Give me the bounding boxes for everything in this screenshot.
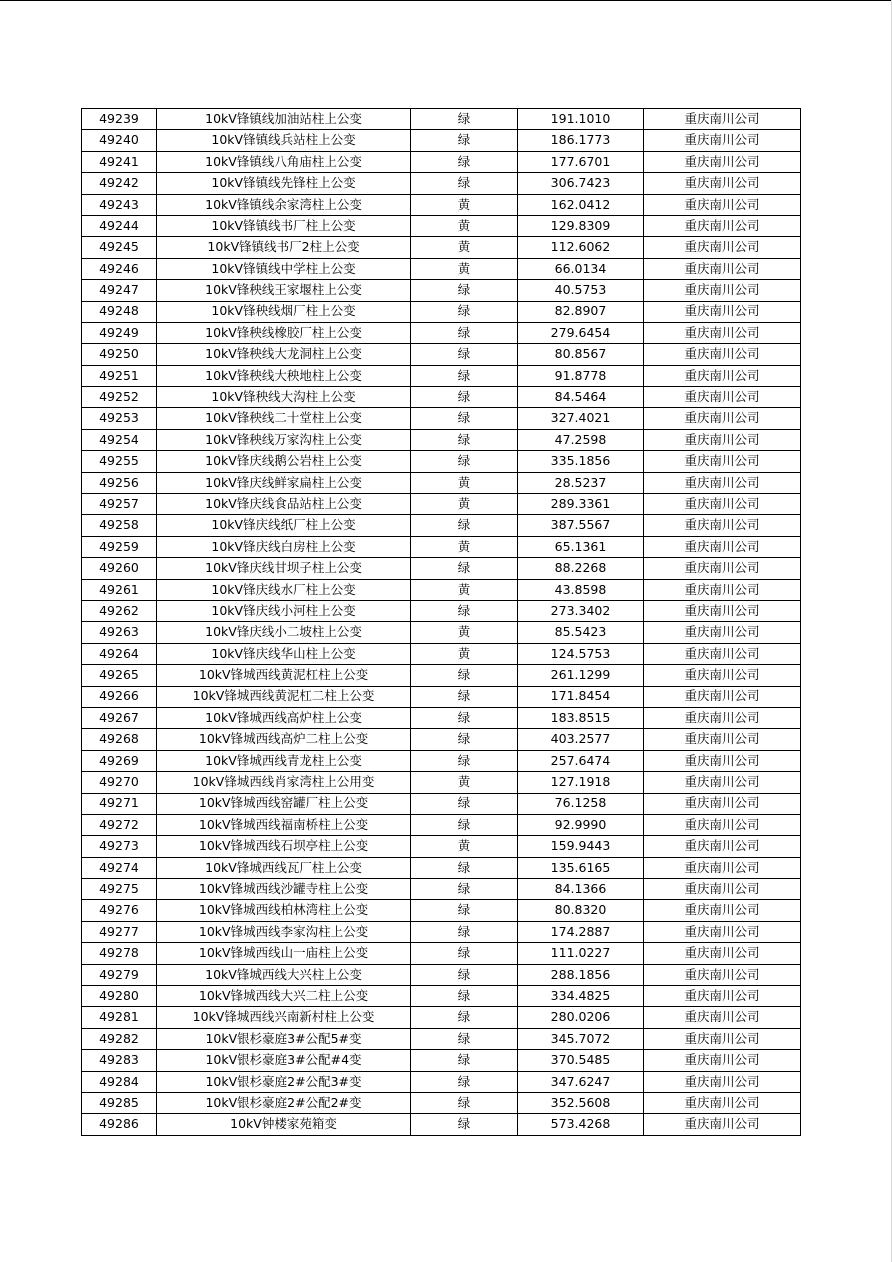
status-color-cell: 绿 xyxy=(411,707,518,728)
company-cell: 重庆南川公司 xyxy=(644,258,801,279)
status-color-cell: 绿 xyxy=(411,1114,518,1135)
company-cell: 重庆南川公司 xyxy=(644,472,801,493)
status-color-cell: 绿 xyxy=(411,793,518,814)
transformer-name-cell: 10kV钟楼家苑箱变 xyxy=(157,1114,411,1135)
value-cell: 174.2887 xyxy=(518,921,644,942)
value-cell: 66.0134 xyxy=(518,258,644,279)
company-cell: 重庆南川公司 xyxy=(644,109,801,130)
row-id-cell: 49283 xyxy=(82,1050,157,1071)
table-row xyxy=(82,879,801,900)
value-cell: 85.5423 xyxy=(518,622,644,643)
transformer-name-cell: 10kV锋秧线万家沟柱上公变 xyxy=(157,429,411,450)
row-id-cell: 49240 xyxy=(82,130,157,151)
value-cell: 345.7072 xyxy=(518,1028,644,1049)
value-cell: 88.2268 xyxy=(518,558,644,579)
transformer-name-cell: 10kV锋秧线大秧地柱上公变 xyxy=(157,365,411,386)
row-id-cell: 49284 xyxy=(82,1071,157,1092)
table-row xyxy=(82,301,801,322)
company-cell: 重庆南川公司 xyxy=(644,900,801,921)
status-color-cell: 绿 xyxy=(411,322,518,343)
status-color-cell: 黄 xyxy=(411,579,518,600)
company-cell: 重庆南川公司 xyxy=(644,857,801,878)
value-cell: 347.6247 xyxy=(518,1071,644,1092)
company-cell: 重庆南川公司 xyxy=(644,1007,801,1028)
table-row xyxy=(82,986,801,1007)
company-cell: 重庆南川公司 xyxy=(644,643,801,664)
company-cell: 重庆南川公司 xyxy=(644,429,801,450)
company-cell: 重庆南川公司 xyxy=(644,579,801,600)
value-cell: 257.6474 xyxy=(518,750,644,771)
table-row xyxy=(82,665,801,686)
transformer-name-cell: 10kV锋城西线黄泥杠柱上公变 xyxy=(157,665,411,686)
status-color-cell: 绿 xyxy=(411,280,518,301)
table-row xyxy=(82,921,801,942)
status-color-cell: 黄 xyxy=(411,772,518,793)
company-cell: 重庆南川公司 xyxy=(644,515,801,536)
table-row xyxy=(82,943,801,964)
transformer-table xyxy=(81,108,801,1136)
company-cell: 重庆南川公司 xyxy=(644,836,801,857)
status-color-cell: 绿 xyxy=(411,173,518,194)
transformer-name-cell: 10kV锋庆线鹅公岩柱上公变 xyxy=(157,451,411,472)
table-row xyxy=(82,494,801,515)
value-cell: 335.1856 xyxy=(518,451,644,472)
transformer-name-cell: 10kV锋城西线黄泥杠二柱上公变 xyxy=(157,686,411,707)
row-id-cell: 49267 xyxy=(82,707,157,728)
company-cell: 重庆南川公司 xyxy=(644,1114,801,1135)
value-cell: 28.5237 xyxy=(518,472,644,493)
company-cell: 重庆南川公司 xyxy=(644,130,801,151)
status-color-cell: 黄 xyxy=(411,258,518,279)
transformer-name-cell: 10kV锋城西线大兴柱上公变 xyxy=(157,964,411,985)
transformer-name-cell: 10kV锋庆线小二坡柱上公变 xyxy=(157,622,411,643)
table-row xyxy=(82,173,801,194)
company-cell: 重庆南川公司 xyxy=(644,536,801,557)
transformer-name-cell: 10kV锋庆线食品站柱上公变 xyxy=(157,494,411,515)
company-cell: 重庆南川公司 xyxy=(644,1071,801,1092)
value-cell: 91.8778 xyxy=(518,365,644,386)
page-top-border xyxy=(0,0,892,1)
status-color-cell: 绿 xyxy=(411,301,518,322)
value-cell: 288.1856 xyxy=(518,964,644,985)
value-cell: 65.1361 xyxy=(518,536,644,557)
transformer-name-cell: 10kV锋城西线瓦厂柱上公变 xyxy=(157,857,411,878)
value-cell: 135.6165 xyxy=(518,857,644,878)
status-color-cell: 绿 xyxy=(411,943,518,964)
transformer-name-cell: 10kV锋城西线山一庙柱上公变 xyxy=(157,943,411,964)
value-cell: 403.2577 xyxy=(518,729,644,750)
status-color-cell: 绿 xyxy=(411,408,518,429)
row-id-cell: 49265 xyxy=(82,665,157,686)
status-color-cell: 黄 xyxy=(411,494,518,515)
company-cell: 重庆南川公司 xyxy=(644,344,801,365)
company-cell: 重庆南川公司 xyxy=(644,408,801,429)
transformer-name-cell: 10kV银杉豪庭2#公配2#变 xyxy=(157,1092,411,1113)
value-cell: 327.4021 xyxy=(518,408,644,429)
table-row xyxy=(82,130,801,151)
transformer-name-cell: 10kV锋城西线柏林湾柱上公变 xyxy=(157,900,411,921)
company-cell: 重庆南川公司 xyxy=(644,173,801,194)
value-cell: 111.0227 xyxy=(518,943,644,964)
status-color-cell: 绿 xyxy=(411,1092,518,1113)
row-id-cell: 49282 xyxy=(82,1028,157,1049)
table-row xyxy=(82,408,801,429)
company-cell: 重庆南川公司 xyxy=(644,1050,801,1071)
table-row xyxy=(82,258,801,279)
transformer-name-cell: 10kV锋城西线李家沟柱上公变 xyxy=(157,921,411,942)
value-cell: 573.4268 xyxy=(518,1114,644,1135)
company-cell: 重庆南川公司 xyxy=(644,194,801,215)
company-cell: 重庆南川公司 xyxy=(644,215,801,236)
transformer-name-cell: 10kV锋城西线福南桥柱上公变 xyxy=(157,814,411,835)
transformer-name-cell: 10kV锋庆线鲜家扁柱上公变 xyxy=(157,472,411,493)
value-cell: 76.1258 xyxy=(518,793,644,814)
value-cell: 92.9990 xyxy=(518,814,644,835)
row-id-cell: 49255 xyxy=(82,451,157,472)
table-row xyxy=(82,472,801,493)
table-row xyxy=(82,814,801,835)
table-row xyxy=(82,686,801,707)
table-row xyxy=(82,1028,801,1049)
transformer-name-cell: 10kV锋城西线大兴二柱上公变 xyxy=(157,986,411,1007)
table-row xyxy=(82,622,801,643)
transformer-name-cell: 10kV锋秧线烟厂柱上公变 xyxy=(157,301,411,322)
table-row xyxy=(82,109,801,130)
value-cell: 261.1299 xyxy=(518,665,644,686)
table-row xyxy=(82,215,801,236)
table-row xyxy=(82,322,801,343)
value-cell: 112.6062 xyxy=(518,237,644,258)
row-id-cell: 49256 xyxy=(82,472,157,493)
company-cell: 重庆南川公司 xyxy=(644,964,801,985)
status-color-cell: 绿 xyxy=(411,814,518,835)
row-id-cell: 49246 xyxy=(82,258,157,279)
transformer-name-cell: 10kV锋镇线八角庙柱上公变 xyxy=(157,151,411,172)
company-cell: 重庆南川公司 xyxy=(644,494,801,515)
status-color-cell: 绿 xyxy=(411,558,518,579)
row-id-cell: 49247 xyxy=(82,280,157,301)
value-cell: 84.1366 xyxy=(518,879,644,900)
transformer-name-cell: 10kV锋城西线窑罐厂柱上公变 xyxy=(157,793,411,814)
status-color-cell: 黄 xyxy=(411,622,518,643)
row-id-cell: 49263 xyxy=(82,622,157,643)
transformer-name-cell: 10kV锋镇线书厂柱上公变 xyxy=(157,215,411,236)
value-cell: 387.5567 xyxy=(518,515,644,536)
company-cell: 重庆南川公司 xyxy=(644,665,801,686)
company-cell: 重庆南川公司 xyxy=(644,451,801,472)
transformer-name-cell: 10kV锋镇线先锋柱上公变 xyxy=(157,173,411,194)
company-cell: 重庆南川公司 xyxy=(644,301,801,322)
value-cell: 127.1918 xyxy=(518,772,644,793)
row-id-cell: 49239 xyxy=(82,109,157,130)
row-id-cell: 49252 xyxy=(82,387,157,408)
status-color-cell: 黄 xyxy=(411,194,518,215)
company-cell: 重庆南川公司 xyxy=(644,793,801,814)
row-id-cell: 49244 xyxy=(82,215,157,236)
status-color-cell: 黄 xyxy=(411,836,518,857)
row-id-cell: 49259 xyxy=(82,536,157,557)
company-cell: 重庆南川公司 xyxy=(644,237,801,258)
status-color-cell: 绿 xyxy=(411,387,518,408)
table-row xyxy=(82,280,801,301)
transformer-name-cell: 10kV锋秧线大龙洞柱上公变 xyxy=(157,344,411,365)
row-id-cell: 49273 xyxy=(82,836,157,857)
row-id-cell: 49264 xyxy=(82,643,157,664)
status-color-cell: 绿 xyxy=(411,879,518,900)
status-color-cell: 绿 xyxy=(411,964,518,985)
value-cell: 80.8567 xyxy=(518,344,644,365)
value-cell: 124.5753 xyxy=(518,643,644,664)
company-cell: 重庆南川公司 xyxy=(644,879,801,900)
row-id-cell: 49261 xyxy=(82,579,157,600)
status-color-cell: 绿 xyxy=(411,729,518,750)
transformer-name-cell: 10kV锋庆线纸厂柱上公变 xyxy=(157,515,411,536)
table-body xyxy=(82,109,801,1136)
row-id-cell: 49243 xyxy=(82,194,157,215)
transformer-name-cell: 10kV锋城西线高炉二柱上公变 xyxy=(157,729,411,750)
transformer-name-cell: 10kV锋庆线小河柱上公变 xyxy=(157,600,411,621)
value-cell: 159.9443 xyxy=(518,836,644,857)
transformer-name-cell: 10kV锋秧线大沟柱上公变 xyxy=(157,387,411,408)
company-cell: 重庆南川公司 xyxy=(644,750,801,771)
table-row xyxy=(82,451,801,472)
transformer-name-cell: 10kV锋秧线王家堰柱上公变 xyxy=(157,280,411,301)
value-cell: 47.2598 xyxy=(518,429,644,450)
status-color-cell: 绿 xyxy=(411,451,518,472)
company-cell: 重庆南川公司 xyxy=(644,686,801,707)
status-color-cell: 绿 xyxy=(411,900,518,921)
transformer-name-cell: 10kV锋庆线白房柱上公变 xyxy=(157,536,411,557)
table-row xyxy=(82,964,801,985)
table-row xyxy=(82,1071,801,1092)
transformer-name-cell: 10kV锋秧线橡胶厂柱上公变 xyxy=(157,322,411,343)
table-row xyxy=(82,237,801,258)
company-cell: 重庆南川公司 xyxy=(644,1028,801,1049)
row-id-cell: 49276 xyxy=(82,900,157,921)
table-row xyxy=(82,536,801,557)
company-cell: 重庆南川公司 xyxy=(644,151,801,172)
status-color-cell: 绿 xyxy=(411,686,518,707)
company-cell: 重庆南川公司 xyxy=(644,622,801,643)
table-row xyxy=(82,344,801,365)
transformer-name-cell: 10kV锋镇线余家湾柱上公变 xyxy=(157,194,411,215)
table-row xyxy=(82,729,801,750)
transformer-name-cell: 10kV锋镇线书厂2柱上公变 xyxy=(157,237,411,258)
company-cell: 重庆南川公司 xyxy=(644,707,801,728)
row-id-cell: 49285 xyxy=(82,1092,157,1113)
company-cell: 重庆南川公司 xyxy=(644,772,801,793)
row-id-cell: 49278 xyxy=(82,943,157,964)
row-id-cell: 49272 xyxy=(82,814,157,835)
value-cell: 177.6701 xyxy=(518,151,644,172)
table-row xyxy=(82,151,801,172)
company-cell: 重庆南川公司 xyxy=(644,322,801,343)
table-row xyxy=(82,1050,801,1071)
table-row xyxy=(82,515,801,536)
table-row xyxy=(82,600,801,621)
transformer-name-cell: 10kV锋庆线甘坝子柱上公变 xyxy=(157,558,411,579)
transformer-name-cell: 10kV银杉豪庭2#公配3#变 xyxy=(157,1071,411,1092)
table-row xyxy=(82,750,801,771)
status-color-cell: 绿 xyxy=(411,750,518,771)
table-row xyxy=(82,643,801,664)
table-row xyxy=(82,194,801,215)
value-cell: 370.5485 xyxy=(518,1050,644,1071)
table-row xyxy=(82,365,801,386)
row-id-cell: 49269 xyxy=(82,750,157,771)
row-id-cell: 49262 xyxy=(82,600,157,621)
table-row xyxy=(82,900,801,921)
status-color-cell: 绿 xyxy=(411,1007,518,1028)
status-color-cell: 绿 xyxy=(411,1050,518,1071)
row-id-cell: 49281 xyxy=(82,1007,157,1028)
value-cell: 80.8320 xyxy=(518,900,644,921)
transformer-name-cell: 10kV锋城西线石坝亭柱上公变 xyxy=(157,836,411,857)
table-row xyxy=(82,579,801,600)
company-cell: 重庆南川公司 xyxy=(644,600,801,621)
row-id-cell: 49250 xyxy=(82,344,157,365)
transformer-name-cell: 10kV锋镇线加油站柱上公变 xyxy=(157,109,411,130)
value-cell: 280.0206 xyxy=(518,1007,644,1028)
table-row xyxy=(82,429,801,450)
row-id-cell: 49253 xyxy=(82,408,157,429)
value-cell: 289.3361 xyxy=(518,494,644,515)
status-color-cell: 绿 xyxy=(411,130,518,151)
table-row xyxy=(82,1007,801,1028)
status-color-cell: 绿 xyxy=(411,515,518,536)
transformer-name-cell: 10kV锋城西线肖家湾柱上公用变 xyxy=(157,772,411,793)
table-row xyxy=(82,1114,801,1135)
row-id-cell: 49271 xyxy=(82,793,157,814)
transformer-name-cell: 10kV锋镇线兵站柱上公变 xyxy=(157,130,411,151)
table-row xyxy=(82,387,801,408)
status-color-cell: 绿 xyxy=(411,365,518,386)
transformer-name-cell: 10kV锋秧线二十堂柱上公变 xyxy=(157,408,411,429)
company-cell: 重庆南川公司 xyxy=(644,921,801,942)
value-cell: 352.5608 xyxy=(518,1092,644,1113)
row-id-cell: 49251 xyxy=(82,365,157,386)
transformer-name-cell: 10kV锋庆线华山柱上公变 xyxy=(157,643,411,664)
table-row xyxy=(82,857,801,878)
row-id-cell: 49274 xyxy=(82,857,157,878)
table-row xyxy=(82,558,801,579)
value-cell: 82.8907 xyxy=(518,301,644,322)
value-cell: 40.5753 xyxy=(518,280,644,301)
row-id-cell: 49270 xyxy=(82,772,157,793)
transformer-name-cell: 10kV银杉豪庭3#公配#4变 xyxy=(157,1050,411,1071)
table-row xyxy=(82,836,801,857)
status-color-cell: 绿 xyxy=(411,986,518,1007)
company-cell: 重庆南川公司 xyxy=(644,943,801,964)
row-id-cell: 49268 xyxy=(82,729,157,750)
row-id-cell: 49279 xyxy=(82,964,157,985)
transformer-name-cell: 10kV锋城西线高炉柱上公变 xyxy=(157,707,411,728)
row-id-cell: 49277 xyxy=(82,921,157,942)
row-id-cell: 49254 xyxy=(82,429,157,450)
row-id-cell: 49242 xyxy=(82,173,157,194)
value-cell: 273.3402 xyxy=(518,600,644,621)
status-color-cell: 黄 xyxy=(411,215,518,236)
row-id-cell: 49275 xyxy=(82,879,157,900)
row-id-cell: 49258 xyxy=(82,515,157,536)
row-id-cell: 49260 xyxy=(82,558,157,579)
status-color-cell: 绿 xyxy=(411,600,518,621)
value-cell: 43.8598 xyxy=(518,579,644,600)
value-cell: 162.0412 xyxy=(518,194,644,215)
transformer-name-cell: 10kV锋城西线兴南新村柱上公变 xyxy=(157,1007,411,1028)
value-cell: 129.8309 xyxy=(518,215,644,236)
value-cell: 84.5464 xyxy=(518,387,644,408)
row-id-cell: 49248 xyxy=(82,301,157,322)
row-id-cell: 49241 xyxy=(82,151,157,172)
row-id-cell: 49286 xyxy=(82,1114,157,1135)
status-color-cell: 黄 xyxy=(411,643,518,664)
value-cell: 279.6454 xyxy=(518,322,644,343)
transformer-name-cell: 10kV锋城西线青龙柱上公变 xyxy=(157,750,411,771)
row-id-cell: 49280 xyxy=(82,986,157,1007)
row-id-cell: 49257 xyxy=(82,494,157,515)
table-row xyxy=(82,707,801,728)
status-color-cell: 黄 xyxy=(411,472,518,493)
status-color-cell: 绿 xyxy=(411,1071,518,1092)
table-row xyxy=(82,772,801,793)
row-id-cell: 49266 xyxy=(82,686,157,707)
status-color-cell: 黄 xyxy=(411,536,518,557)
status-color-cell: 绿 xyxy=(411,857,518,878)
transformer-name-cell: 10kV锋镇线中学柱上公变 xyxy=(157,258,411,279)
status-color-cell: 绿 xyxy=(411,151,518,172)
company-cell: 重庆南川公司 xyxy=(644,365,801,386)
company-cell: 重庆南川公司 xyxy=(644,1092,801,1113)
status-color-cell: 绿 xyxy=(411,921,518,942)
transformer-name-cell: 10kV银杉豪庭3#公配5#变 xyxy=(157,1028,411,1049)
transformer-name-cell: 10kV锋庆线水厂柱上公变 xyxy=(157,579,411,600)
value-cell: 191.1010 xyxy=(518,109,644,130)
status-color-cell: 绿 xyxy=(411,1028,518,1049)
company-cell: 重庆南川公司 xyxy=(644,558,801,579)
company-cell: 重庆南川公司 xyxy=(644,729,801,750)
value-cell: 183.8515 xyxy=(518,707,644,728)
value-cell: 186.1773 xyxy=(518,130,644,151)
table-row xyxy=(82,793,801,814)
value-cell: 334.4825 xyxy=(518,986,644,1007)
status-color-cell: 绿 xyxy=(411,344,518,365)
transformer-name-cell: 10kV锋城西线沙罐寺柱上公变 xyxy=(157,879,411,900)
company-cell: 重庆南川公司 xyxy=(644,986,801,1007)
value-cell: 171.8454 xyxy=(518,686,644,707)
value-cell: 306.7423 xyxy=(518,173,644,194)
company-cell: 重庆南川公司 xyxy=(644,814,801,835)
table-row xyxy=(82,1092,801,1113)
row-id-cell: 49245 xyxy=(82,237,157,258)
status-color-cell: 绿 xyxy=(411,109,518,130)
status-color-cell: 绿 xyxy=(411,429,518,450)
status-color-cell: 黄 xyxy=(411,237,518,258)
company-cell: 重庆南川公司 xyxy=(644,280,801,301)
row-id-cell: 49249 xyxy=(82,322,157,343)
status-color-cell: 绿 xyxy=(411,665,518,686)
company-cell: 重庆南川公司 xyxy=(644,387,801,408)
